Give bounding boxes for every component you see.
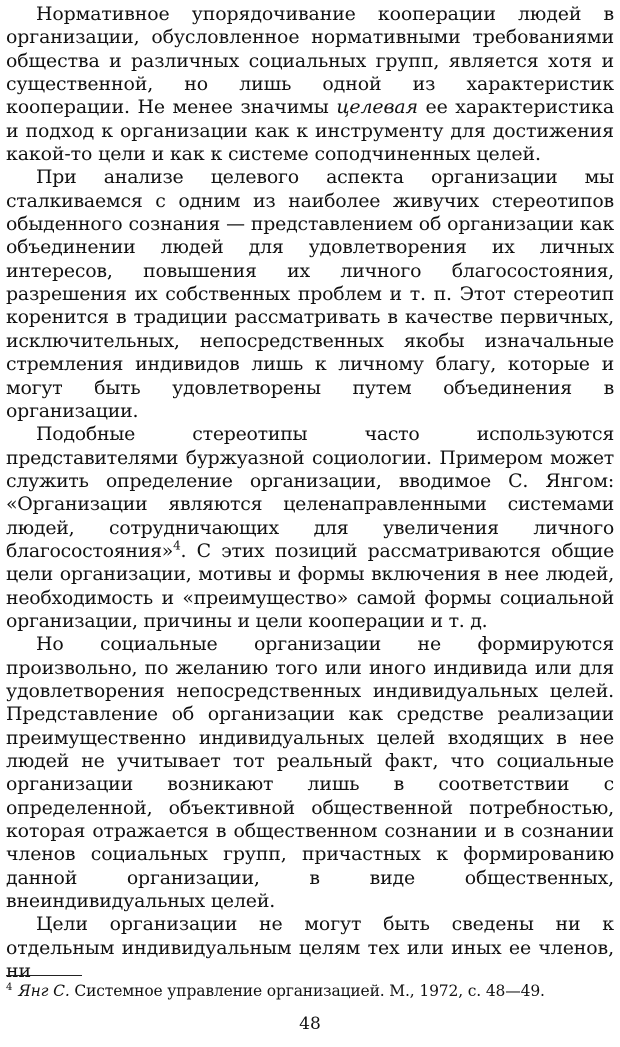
footnote-author: Янг С.	[18, 982, 70, 1000]
footnote-divider	[6, 975, 82, 976]
footnote-marker: 4	[6, 981, 13, 993]
footnote-text: Системное управление организацией. М., 1972, с. 48—49.	[69, 982, 545, 1000]
paragraph-2-text: При анализе целевого аспекта организации мы сталкиваемся с одним из наиболее живучих стереотипов обыденного сознания — представлением об организации как объединении людей для удовлетворения их личных интересов, повышения их личного благосостояния, разрешения их собственных проблем и т. п. Этот стереотип коренится в традиции рассматривать в качестве первичных, исключительных, непосредственных якобы изначальные стремления индивидов лишь к личному благу, которые и могут быть удовлетворены путем объединения в организации.	[6, 166, 614, 422]
paragraph-4-text: Но социальные организации не формируются произвольно, по желанию того или иного индивида или для удовлетворения непосредственных индивидуальных целей. Представление об организации как средстве реализации преимущественно индивидуальных целей входящих в нее людей не учитывает тот реальный факт, что социальные организации возникают лишь в соответствии с определенной, объективной общественной потребностью, которая отражается в общественном сознании и в сознании членов социальных групп, причастных к формированию данной организации, в виде общественных, внеиндивидуальных целей.	[6, 633, 614, 913]
paragraph-5-text: Цели организации не могут быть сведены ни к отдельным индивидуальным целям тех или иных ее членов, ни	[6, 913, 614, 983]
paragraph-2	[6, 166, 614, 423]
paragraph-1-part-1: Нормативное упорядочивание кооперации людей в организации, обусловленное нормативными требованиями общества и различных социальных групп, является хотя и существенной, но лишь одной из характеристик кооперации. Не менее значимы	[6, 3, 614, 119]
paragraph-4	[6, 633, 614, 913]
footnote-reference[interactable]: 4	[173, 538, 181, 553]
main-text	[6, 3, 614, 983]
paragraph-3-part-3: . С этих позиций рассматриваются общие цели организации, мотивы и формы включения в нее людей, необходимость и «преимущество» самой формы социальной организации, причины и цели кооперации и т. д.	[6, 539, 614, 632]
paragraph-3	[6, 423, 614, 633]
paragraph-3-part-1: Подобные стереотипы часто используются представителями буржуазной социологии. Примером может служить определение организации, вводимое С. Янгом: «Организации являются целенаправленными системами людей, сотрудничающих для увеличения личного благосостояния»	[6, 423, 614, 562]
paragraph-1-italic-word: целевая	[336, 96, 418, 119]
paragraph-5	[6, 913, 614, 983]
paragraph-1-part-3: ее характеристика и подход к организации как к инструменту для достижения какой-то цели и как к системе соподчиненных целей.	[6, 96, 614, 166]
paragraph-1	[6, 3, 614, 166]
footnote	[6, 981, 612, 1001]
page-number: 48	[299, 1014, 321, 1034]
